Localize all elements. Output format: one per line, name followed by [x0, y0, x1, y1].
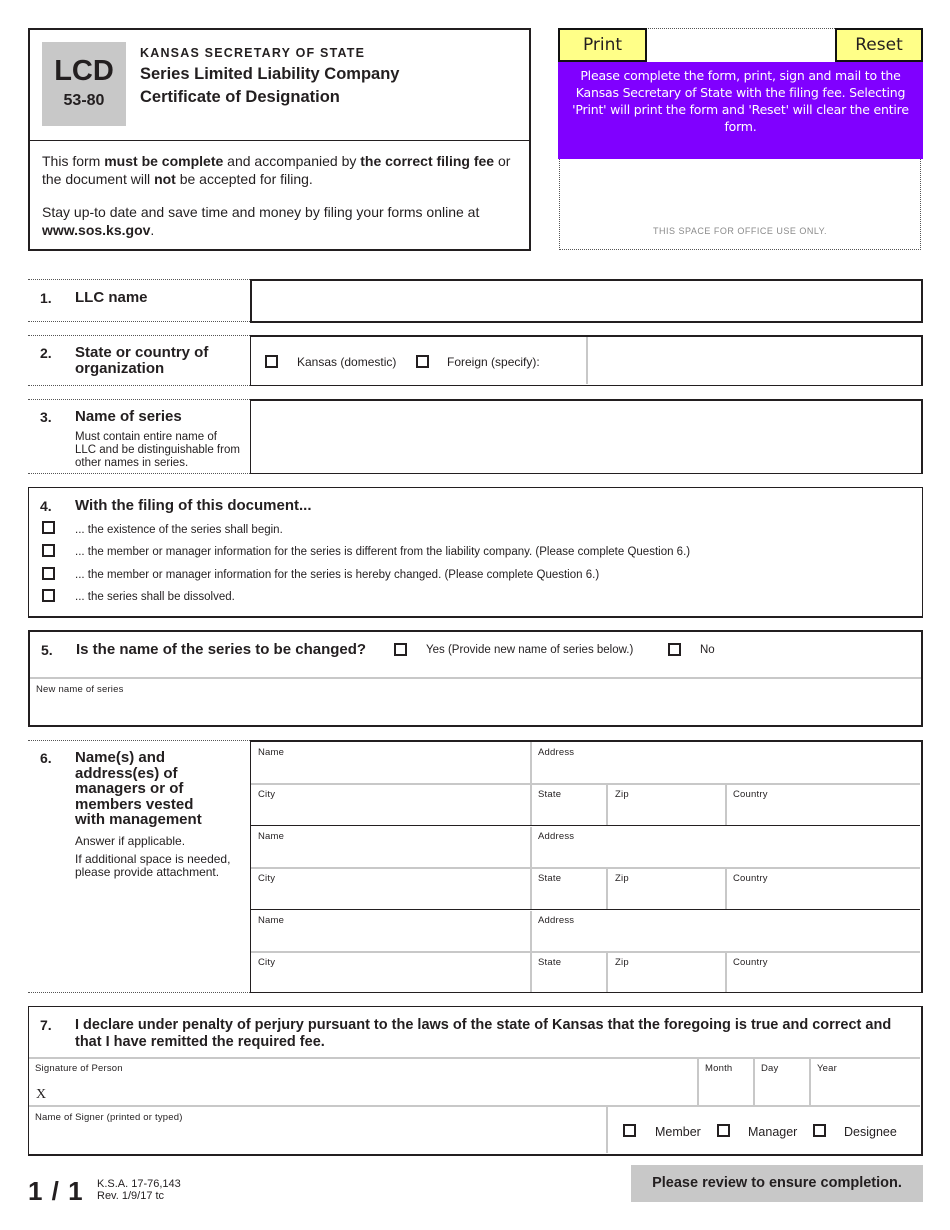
series-dissolved-label: ... the series shall be dissolved. [75, 591, 235, 603]
series-begin-label: ... the existence of the series shall begin. [75, 524, 283, 536]
manager-2-country-field[interactable] [729, 884, 917, 908]
manager-1-country-field[interactable] [729, 800, 917, 824]
state-zip-divider [606, 869, 608, 909]
statute-reference: K.S.A. 17-76,143 [97, 1178, 181, 1190]
manager-1-address-label: Address [538, 747, 575, 758]
manager-2-city-label: City [258, 873, 276, 884]
entry-divider [251, 825, 920, 826]
manager-1-zip-label: Zip [615, 789, 629, 800]
foreign-specify-field[interactable] [589, 337, 921, 384]
designee-role-label: Designee [844, 1125, 897, 1139]
q2-title: State or country of organization [75, 344, 209, 377]
signature-divider [29, 1105, 920, 1107]
signature-field[interactable] [49, 1077, 694, 1105]
page-indicator: 1 / 1 [28, 1176, 84, 1206]
q6-number: 6. [40, 750, 52, 766]
member-info-different-label: ... the member or manager information for the series is different from the liability company. (Please complete Question 6.) [75, 546, 691, 558]
signature-mark: X [36, 1087, 47, 1102]
online-notice: Stay up-to date and save time and money by filing your forms online at www.sos.ks.gov. [42, 204, 480, 238]
manager-3-address-field[interactable] [535, 926, 917, 950]
form-title-line1: Series Limited Liability Company [140, 65, 400, 83]
series-name-field[interactable] [250, 399, 923, 474]
manager-1-state-label: State [538, 789, 562, 800]
form-code-badge [42, 42, 126, 126]
manager-1-zip-field[interactable] [611, 800, 721, 824]
q6-bottom-rule [28, 992, 250, 993]
row-divider [251, 867, 920, 869]
day-year-divider [809, 1059, 811, 1105]
header-panel [28, 28, 531, 251]
manager-2-name-label: Name [258, 831, 285, 842]
manager-3-address-label: Address [538, 915, 575, 926]
q3-number: 3. [40, 409, 52, 425]
manager-3-name-label: Name [258, 915, 285, 926]
manager-1-country-label: Country [733, 789, 768, 800]
manager-2-state-label: State [538, 873, 562, 884]
manager-1-address-field[interactable] [535, 758, 917, 782]
row-divider [251, 951, 920, 953]
foreign-label: Foreign (specify): [447, 355, 540, 369]
new-series-name-label: New name of series [36, 684, 124, 695]
zip-country-divider [725, 953, 727, 992]
manager-1-state-field[interactable] [535, 800, 603, 824]
manager-role-checkbox[interactable] [717, 1124, 730, 1137]
q7-number: 7. [40, 1017, 52, 1033]
instructions-banner [558, 62, 923, 159]
manager-3-state-field[interactable] [535, 968, 603, 990]
manager-role-label: Manager [748, 1125, 798, 1139]
designee-role-checkbox[interactable] [813, 1124, 826, 1137]
member-info-changed-checkbox[interactable] [42, 567, 55, 580]
q1-title: LLC name [75, 289, 148, 306]
q4-title: With the filing of this document... [75, 497, 312, 514]
q5-divider [30, 677, 921, 679]
name-address-divider [530, 911, 532, 951]
name-address-divider [530, 742, 532, 783]
signer-role-divider [606, 1107, 608, 1153]
form-code: LCD [54, 55, 114, 87]
name-change-no-checkbox[interactable] [668, 643, 681, 656]
manager-2-country-label: Country [733, 873, 768, 884]
revision-date: Rev. 1/9/17 tc [97, 1190, 165, 1202]
series-dissolved-checkbox[interactable] [42, 589, 55, 602]
q6-hint-applicable: Answer if applicable. [75, 834, 186, 848]
zip-country-divider [725, 869, 727, 909]
manager-1-name-label: Name [258, 747, 285, 758]
kansas-domestic-label: Kansas (domestic) [297, 355, 397, 369]
reset-button[interactable]: Reset [835, 28, 923, 62]
year-field[interactable] [813, 1077, 913, 1104]
q2-top-rule [28, 335, 250, 336]
manager-3-city-label: City [258, 957, 276, 968]
review-notice: Please review to ensure completion. [631, 1165, 923, 1202]
manager-3-city-field[interactable] [255, 968, 527, 990]
agency-name: KANSAS SECRETARY OF STATE [140, 46, 366, 60]
signer-name-label: Name of Signer (printed or typed) [35, 1112, 183, 1123]
signature-label: Signature of Person [35, 1063, 123, 1074]
foreign-divider [586, 337, 588, 384]
q1-number: 1. [40, 290, 52, 306]
day-field[interactable] [757, 1077, 807, 1104]
declaration-divider [29, 1057, 920, 1059]
zip-country-divider [725, 785, 727, 825]
q2-bottom-rule [28, 385, 250, 386]
manager-2-address-label: Address [538, 831, 575, 842]
manager-2-state-field[interactable] [535, 884, 603, 908]
manager-1-city-label: City [258, 789, 276, 800]
city-state-divider [530, 869, 532, 909]
manager-2-city-field[interactable] [255, 884, 527, 908]
name-change-yes-checkbox[interactable] [394, 643, 407, 656]
q5-panel [28, 630, 923, 727]
q4-number: 4. [40, 498, 52, 514]
new-series-name-field[interactable] [34, 696, 914, 722]
member-info-changed-label: ... the member or manager information for the series is hereby changed. (Please complete Question 6.) [75, 569, 600, 581]
manager-1-name-field[interactable] [255, 758, 527, 782]
llc-name-field[interactable] [250, 279, 923, 323]
q7-declaration: I declare under penalty of perjury pursuant to the laws of the state of Kansas that the foregoing is true and correct and that I have remitted the required fee. [75, 1017, 892, 1050]
manager-2-address-field[interactable] [535, 842, 917, 866]
manager-2-zip-field[interactable] [611, 884, 721, 908]
name-change-no-label: No [700, 644, 715, 656]
managers-table [250, 740, 923, 993]
signer-name-field[interactable] [33, 1125, 603, 1151]
q6-title: Name(s) and address(es) of managers or of members vested with management [75, 749, 202, 829]
kansas-domestic-checkbox[interactable] [265, 355, 278, 368]
q3-title: Name of series [75, 408, 182, 425]
instructions-text: Please complete the form, print, sign and mail to the Kansas Secretary of State with the filing fee. Selecting 'Print' will print the form and 'Reset' will clear the entire form. [572, 68, 909, 134]
q5-number: 5. [41, 642, 53, 658]
office-use-label: THIS SPACE FOR OFFICE USE ONLY. [652, 226, 828, 236]
manager-1-city-field[interactable] [255, 800, 527, 824]
form-title-line2: Certificate of Designation [140, 88, 340, 106]
name-change-yes-label: Yes (Provide new name of series below.) [426, 644, 634, 656]
q1-bottom-rule [28, 321, 250, 322]
q4-panel [28, 487, 923, 618]
q6-top-rule [28, 740, 250, 741]
row-divider [251, 783, 920, 785]
state-zip-divider [606, 953, 608, 992]
member-role-label: Member [655, 1125, 701, 1139]
series-begin-checkbox[interactable] [42, 521, 55, 534]
city-state-divider [530, 785, 532, 825]
manager-3-country-label: Country [733, 957, 768, 968]
manager-3-country-field[interactable] [729, 968, 917, 990]
form-number: 53-80 [63, 92, 105, 109]
print-button[interactable]: Print [558, 28, 647, 62]
header-divider [30, 140, 529, 141]
member-role-checkbox[interactable] [623, 1124, 636, 1137]
month-label: Month [705, 1063, 733, 1074]
city-state-divider [530, 953, 532, 992]
q7-panel [28, 1006, 923, 1156]
manager-3-state-label: State [538, 957, 562, 968]
day-label: Day [761, 1063, 779, 1074]
entry-divider [251, 909, 920, 910]
state-zip-divider [606, 785, 608, 825]
manager-2-name-field[interactable] [255, 842, 527, 866]
q6-hint-attachment: If additional space is needed, please provide attachment. [75, 852, 231, 879]
q3-bottom-rule [28, 473, 250, 474]
q3-top-rule [28, 399, 250, 400]
month-field[interactable] [701, 1077, 751, 1104]
foreign-checkbox[interactable] [416, 355, 429, 368]
month-day-divider [753, 1059, 755, 1105]
manager-3-zip-label: Zip [615, 957, 629, 968]
q2-number: 2. [40, 345, 52, 361]
filing-notice: This form must be complete and accompanied by the correct filing fee or the document will not be accepted for filing. [42, 153, 511, 187]
year-label: Year [817, 1063, 837, 1074]
manager-3-name-field[interactable] [255, 926, 527, 950]
q3-hint: Must contain entire name of LLC and be distinguishable from other names in series. [75, 431, 240, 469]
signature-month-divider [697, 1059, 699, 1105]
q5-title: Is the name of the series to be changed? [76, 641, 367, 658]
q1-top-rule [28, 279, 250, 280]
manager-3-zip-field[interactable] [611, 968, 721, 990]
sos-website-link: www.sos.ks.gov [42, 222, 151, 238]
member-info-different-checkbox[interactable] [42, 544, 55, 557]
name-address-divider [530, 827, 532, 867]
manager-2-zip-label: Zip [615, 873, 629, 884]
